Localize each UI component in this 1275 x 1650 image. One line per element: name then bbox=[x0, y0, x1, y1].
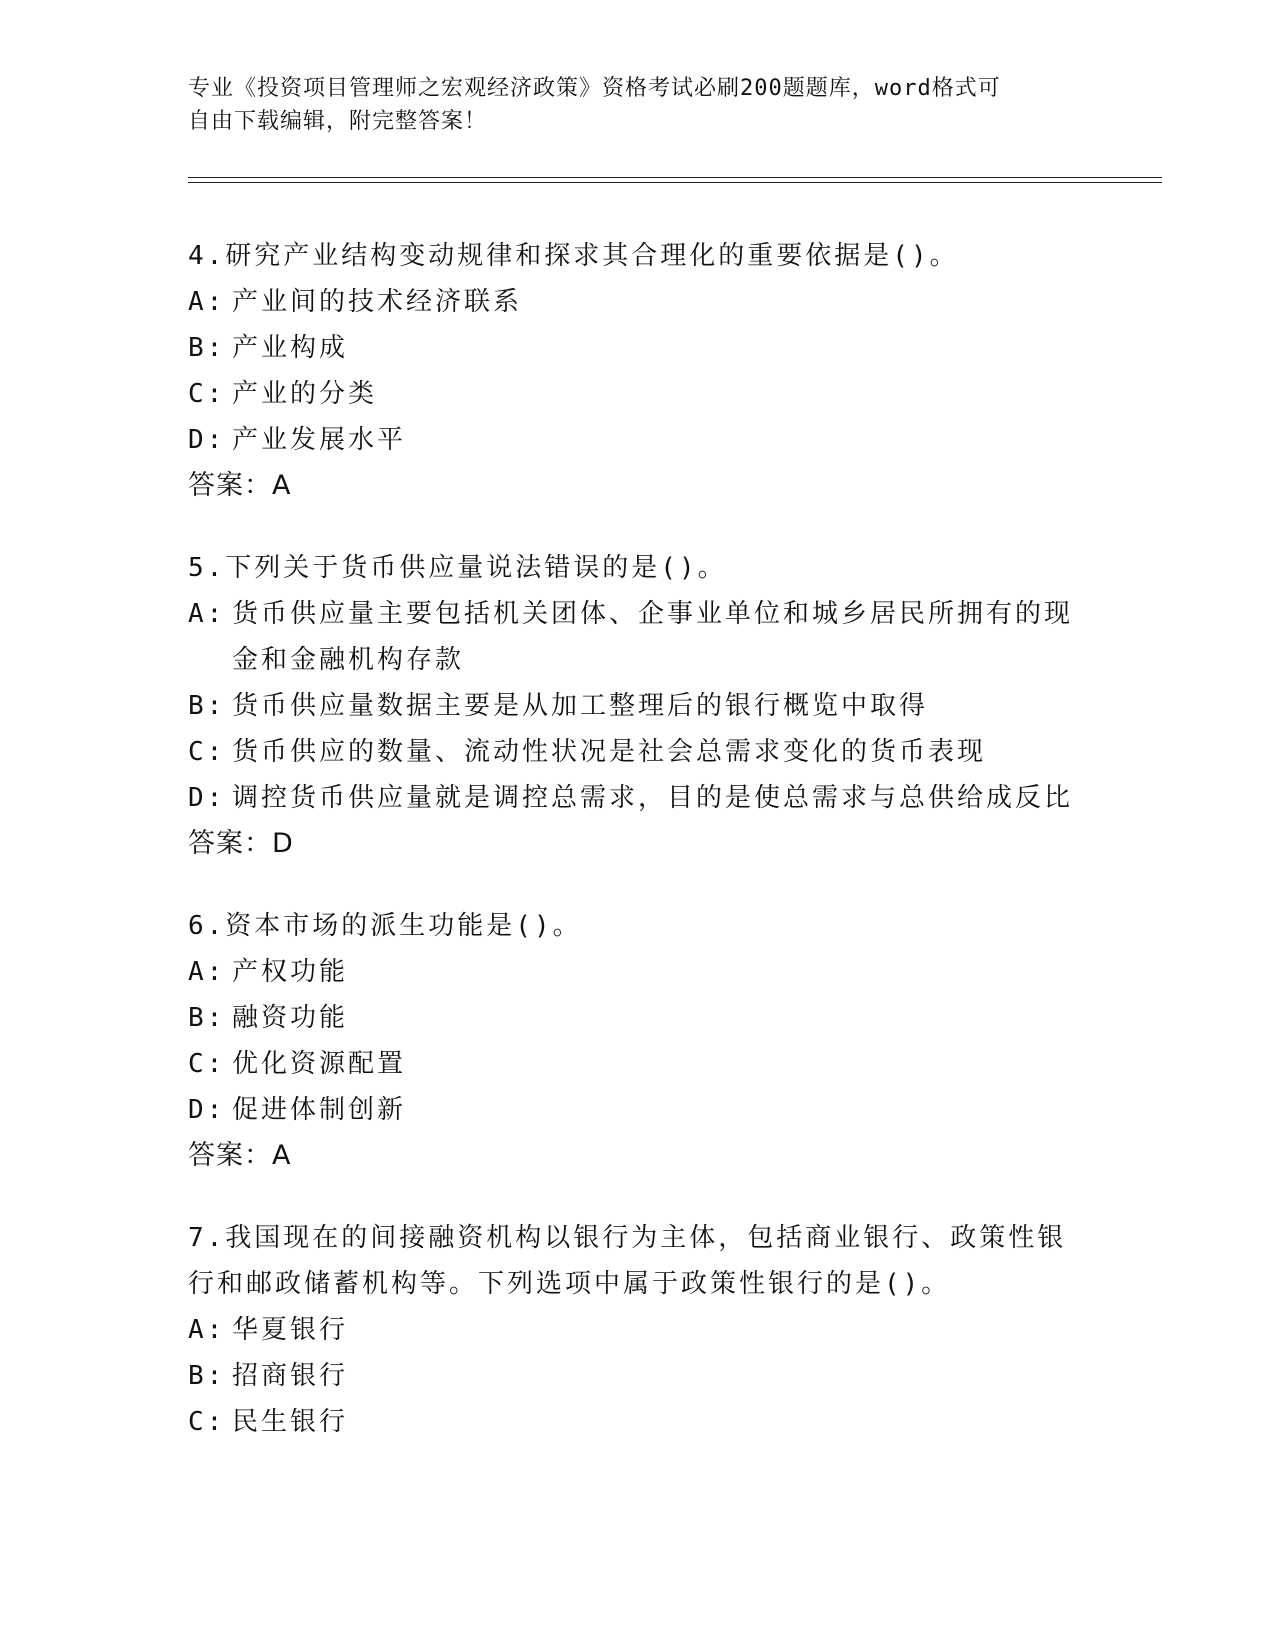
question-stem: 6.资本市场的派生功能是()。 bbox=[188, 911, 582, 941]
option-letter: B: bbox=[188, 1361, 226, 1391]
option-b bbox=[188, 325, 1088, 371]
option-a bbox=[188, 591, 1088, 683]
question-5 bbox=[188, 545, 1088, 867]
option-b bbox=[188, 683, 1088, 729]
option-text: 货币供应的数量、流动性状况是社会总需求变化的货币表现 bbox=[232, 737, 987, 767]
option-text: 促进体制创新 bbox=[232, 1095, 407, 1125]
option-letter: D: bbox=[188, 783, 226, 813]
question-stem: 5.下列关于货币供应量说法错误的是()。 bbox=[188, 553, 727, 583]
option-text: 产业构成 bbox=[232, 333, 349, 363]
option-text: 华夏银行 bbox=[232, 1315, 349, 1345]
option-text: 产业的分类 bbox=[232, 379, 378, 409]
question-7 bbox=[188, 1215, 1088, 1445]
option-text: 招商银行 bbox=[232, 1361, 349, 1391]
option-letter: B: bbox=[188, 333, 226, 363]
option-letter: B: bbox=[188, 1003, 226, 1033]
answer-line: 答案：D bbox=[188, 828, 294, 859]
option-c bbox=[188, 1399, 1088, 1445]
option-d bbox=[188, 417, 1088, 463]
document-header bbox=[188, 72, 1068, 138]
option-b bbox=[188, 995, 1088, 1041]
option-letter: D: bbox=[188, 1095, 226, 1125]
option-a bbox=[188, 279, 1088, 325]
answer-line: 答案：A bbox=[188, 1140, 292, 1171]
option-letter: A: bbox=[188, 599, 226, 629]
header-divider-bottom bbox=[188, 182, 1162, 183]
option-letter: C: bbox=[188, 379, 226, 409]
option-letter: C: bbox=[188, 1407, 226, 1437]
option-text: 产业发展水平 bbox=[232, 425, 407, 455]
option-text: 调控货币供应量就是调控总需求，目的是使总需求与总供给成反比 bbox=[232, 783, 1074, 813]
option-a bbox=[188, 949, 1088, 995]
header-line-1: 专业《投资项目管理师之宏观经济政策》资格考试必刷200题题库，word格式可 bbox=[188, 76, 1001, 101]
option-d bbox=[188, 1087, 1088, 1133]
question-list bbox=[188, 233, 1088, 1481]
option-b bbox=[188, 1353, 1088, 1399]
option-c bbox=[188, 1041, 1088, 1087]
option-letter: C: bbox=[188, 737, 226, 767]
option-text: 产业间的技术经济联系 bbox=[232, 287, 523, 317]
header-line-2: 自由下载编辑，附完整答案！ bbox=[188, 109, 488, 134]
option-text: 货币供应量主要包括机关团体、企事业单位和城乡居民所拥有的现金和金融机构存款 bbox=[232, 599, 1074, 675]
option-letter: C: bbox=[188, 1049, 226, 1079]
option-c bbox=[188, 371, 1088, 417]
option-text: 融资功能 bbox=[232, 1003, 349, 1033]
question-6 bbox=[188, 903, 1088, 1179]
option-letter: A: bbox=[188, 957, 226, 987]
option-d bbox=[188, 775, 1088, 821]
question-4 bbox=[188, 233, 1088, 509]
header-divider-top bbox=[188, 177, 1162, 178]
option-text: 货币供应量数据主要是从加工整理后的银行概览中取得 bbox=[232, 691, 929, 721]
option-text: 产权功能 bbox=[232, 957, 349, 987]
option-c bbox=[188, 729, 1088, 775]
option-letter: B: bbox=[188, 691, 226, 721]
option-letter: A: bbox=[188, 1315, 226, 1345]
option-letter: D: bbox=[188, 425, 226, 455]
option-a bbox=[188, 1307, 1088, 1353]
question-stem: 4.研究产业结构变动规律和探求其合理化的重要依据是()。 bbox=[188, 241, 959, 271]
answer-line: 答案：A bbox=[188, 470, 292, 501]
option-text: 优化资源配置 bbox=[232, 1049, 407, 1079]
option-letter: A: bbox=[188, 287, 226, 317]
question-stem: 7.我国现在的间接融资机构以银行为主体，包括商业银行、政策性银行和邮政储蓄机构等。下列选项中属于政策性银行的是()。 bbox=[188, 1223, 1067, 1299]
option-text: 民生银行 bbox=[232, 1407, 349, 1437]
